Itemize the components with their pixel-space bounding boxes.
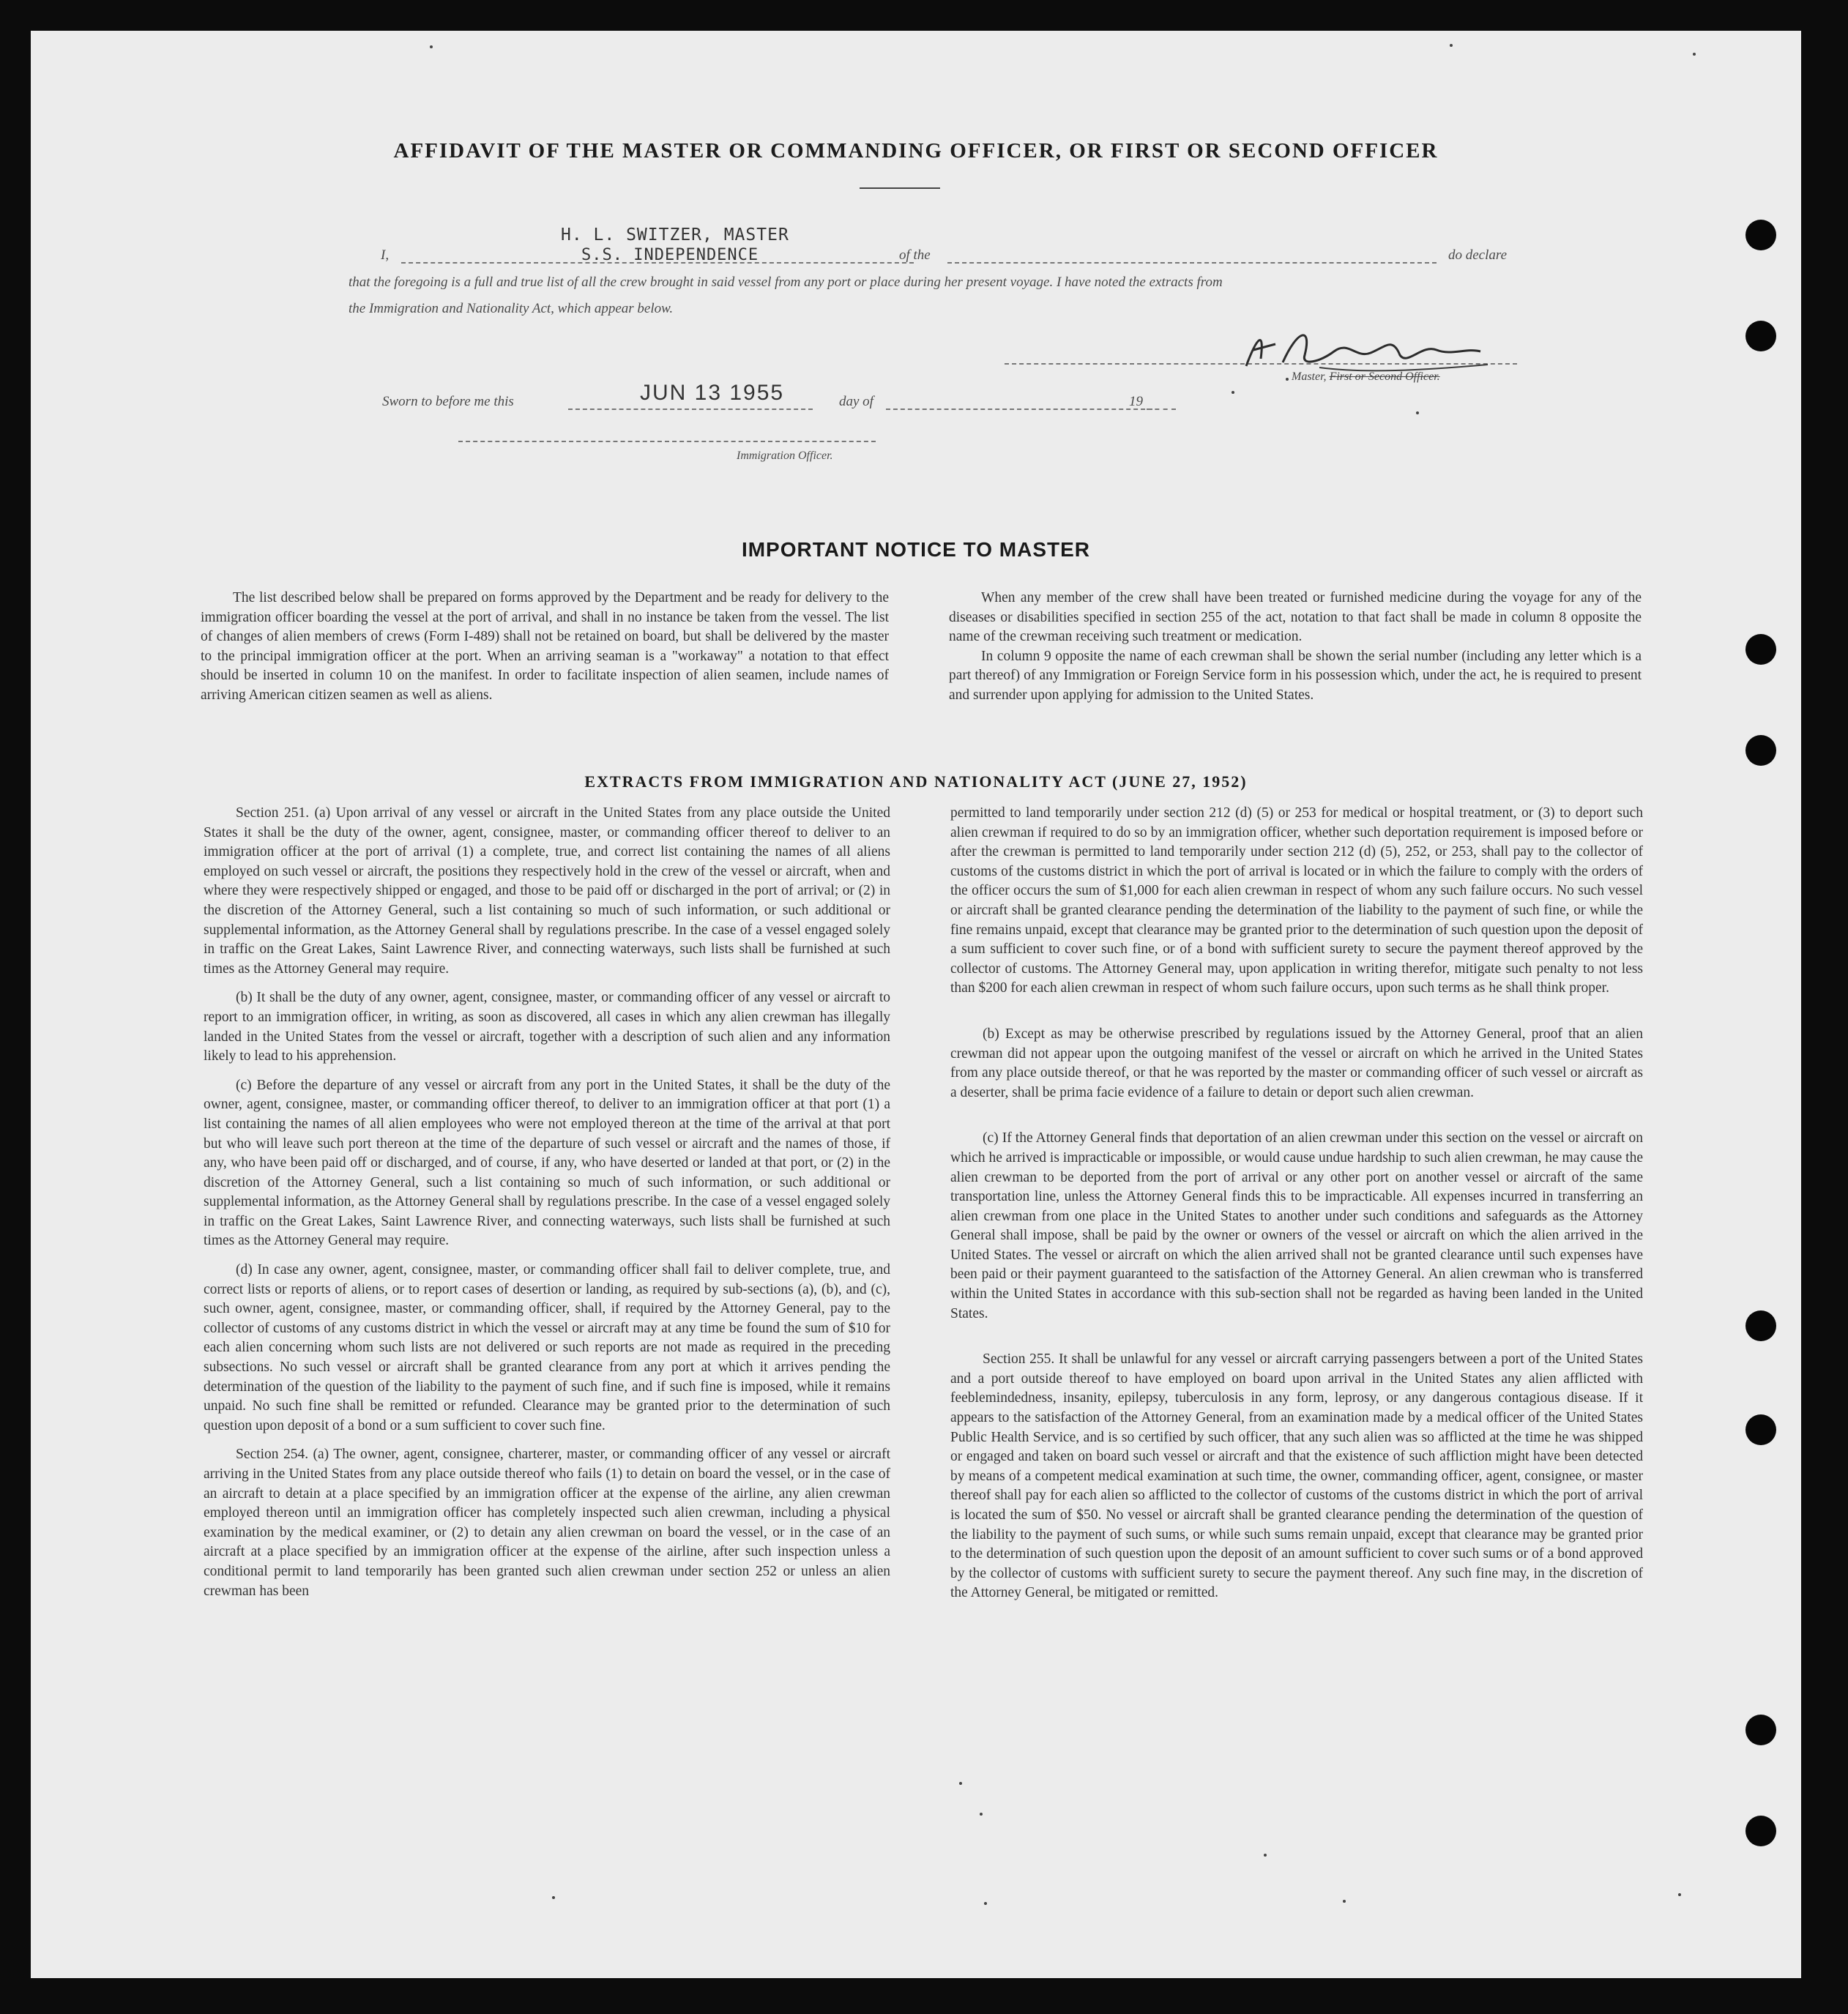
- section-251a: Section 251. (a) Upon arrival of any vessel or aircraft in the United States from any place outside the United States it shall be the duty of the owner, agent, consignee, master, or commanding officer thereof to deliver to an immigration officer at the port of arrival (1) a complete, true, and correct list containing the names of all aliens employed on such vessel or aircraft, the positions they respectively hold in the crew of the vessel or aircraft, when and where they were respectively shipped or engaged, and those to be paid off or discharged in the port of arrival; or (2) in the discretion of the Attorney General, such a list containing so much of such information, or such additional or supplemental information, as the Attorney General shall by regulations prescribe. In the case of a vessel engaged solely in traffic on the Great Lakes, Saint Lawrence River, and connecting waterways, such lists shall be furnished at such times as the Attorney General may require.: [204, 805, 890, 977]
- master-caption: Master,: [1292, 370, 1327, 383]
- section-251c: (c) Before the departure of any vessel or aircraft from any port in the United States, it shall be the duty of the owner, agent, consignee, master, or commanding officer thereof, to deliver to an immigration officer at that port (1) a list containing the names of all alien employees who were not employed thereon at the time of the arrival at that port but who will leave such port thereon at the time of the departure of such vessel or aircraft and the names of those, if any, who have been paid off or discharged, and of course, if any, who have deserted or landed at that port, or (2) in the discretion of the Attorney General, such a list containing so much of such information, or such additional or supplemental information, as the Attorney General shall by regulations prescribe. In the case of a vessel engaged solely in traffic on the Great Lakes, Saint Lawrence River, and connecting waterways, such lists shall be furnished at such times as the Attorney General may require.: [204, 1077, 890, 1249]
- notice-left-paragraph: The list described below shall be prepared on forms approved by the Department and be ready for delivery to the immigration officer boarding the vessel at the port of arrival, and shall in no instance be taken from the vessel. The list of changes of alien members of crews (Form I-489) shall not be retained on board, but shall be delivered by the master to the principal immigration officer at the port. When an arriving seaman is a "workaway" a notation to that effect should be inserted in column 10 on the manifest. In order to facilitate inspection of alien seamen, include names of arriving American citizen seamen as well as aliens.: [201, 590, 889, 703]
- affidavit-title: AFFIDAVIT OF THE MASTER OR COMMANDING OFFICER, OR FIRST OR SECOND OFFICER: [393, 139, 1439, 163]
- sworn-date-stamp: JUN 13 1955: [640, 381, 785, 405]
- punch-hole: [1745, 735, 1776, 766]
- typed-vessel-name: S.S. INDEPENDENCE: [581, 246, 759, 264]
- section-251b: (b) It shall be the duty of any owner, agent, consignee, master, or commanding officer of any vessel or aircraft to report to an immigration officer, in writing, as soon as discovered, all cases in which any alien crewman has illegally landed in the United States from the vessel or aircraft, together with a description of such alien and any information likely to lead to his apprehension.: [204, 990, 890, 1064]
- document-page: [31, 31, 1801, 1978]
- section-254c: (c) If the Attorney General finds that deportation of an alien crewman under this section on the vessel or aircraft on which he arrived is impracticable or impossible, or would cause undue hardship to such alien crewman, he may cause the alien crewman to be deported from the port of arrival or any other port on another vessel or aircraft of the same transportation line, unless the Attorney General finds this to be impracticable. All expenses incurred in transferring an alien crewman from one place in the United States to another under such conditions and safeguards as the Attorney General shall impose, shall be paid by the owner or owners of the vessel or aircraft on which the alien arrived in the United States. The vessel or aircraft on which the alien arrived shall not be granted clearance until such expenses have been paid or their payment guaranteed to the satisfaction of the Attorney General. An alien crewman who is transferred within the United States in accordance with this sub-section shall not be regarded as having been landed in the United States.: [950, 1130, 1643, 1321]
- notice-right-paragraph-1: When any member of the crew shall have been treated or furnished medicine during the voyage for any of the diseases or disabilities specified in section 255 of the act, notation to that fact shall be made in column 8 opposite the name of the crewman receiving such treatment or medication.: [949, 590, 1642, 645]
- scan-speck: [1232, 391, 1234, 394]
- year-line: [1147, 409, 1176, 410]
- scan-speck: [1286, 378, 1289, 381]
- sworn-label: Sworn to before me this: [382, 394, 514, 409]
- typed-master-name: H. L. SWITZER, MASTER: [561, 225, 789, 245]
- officer-signature-line: [458, 441, 876, 442]
- punch-hole: [1745, 1414, 1776, 1445]
- notice-right-paragraph-2: In column 9 opposite the name of each crewman shall be shown the serial number (including any letter which is a part thereof) of any Immigration or Foreign Service form in his possession which, under the act, he is required to present and surrender upon applying for admission to the United States.: [949, 648, 1642, 703]
- extracts-right-column: [950, 804, 1643, 1603]
- declaration-line-1: that the foregoing is a full and true list of all the crew brought in said vessel from any port or place during her present voyage. I have noted the extracts from: [349, 275, 1223, 290]
- scan-speck: [1693, 53, 1696, 56]
- section-251d: (d) In case any owner, agent, consignee, master, or commanding officer shall fail to deliver complete, true, and correct lists or reports of aliens, or to report cases of desertion or landing, as required by sub-sections (a), (b), and (c), such owner, agent, consignee, master, or commanding officer, shall, if required by the Attorney General, pay to the collector of customs of any customs district in which the vessel or aircraft may at any time be found the sum of $10 for each alien concerning whom such lists are not delivered or such reports are not made as required in the preceding subsections. No such vessel or aircraft shall be granted clearance from any port at which it arrives pending the determination of the question of the liability to the payment of such fine, and if such fine is imposed, while it remains unpaid. No such fine shall be remitted or refunded. Clearance may be granted prior to the determination of such question upon deposit of a bond or a sum sufficient to cover such fine.: [204, 1262, 890, 1433]
- scan-speck: [980, 1813, 983, 1816]
- scan-speck: [1678, 1893, 1681, 1896]
- punch-hole: [1745, 1310, 1776, 1341]
- scan-speck: [430, 45, 433, 48]
- section-255: Section 255. It shall be unlawful for any vessel or aircraft carrying passengers between a port of the United States and a port outside thereof to have employed on board upon arrival in the United States any alien afflicted with feeblemindedness, insanity, epilepsy, tuberculosis in any form, leprosy, or any dangerous contagious disease. If it appears to the satisfaction of the Attorney General, from an examination made by a medical officer of the United States Public Health Service, and is so certified by such officer, that any such alien was so afflicted at the time he was shipped or engaged and taken on board such vessel or aircraft and that the existence of such affliction might have been detected by means of a competent medical examination at such time, the owner, commanding officer, agent, consignee, or master thereof shall pay for each alien so afflicted to the collector of customs of the customs district in which the port of arrival is located the sum of $50. No vessel or aircraft shall be granted clearance pending the determination of the question of the liability to the payment of such sums, or while such sums remain unpaid, except that clearance may be granted prior to the determination of such question upon the deposit of an amount sufficient to cover such sums or of a bond approved by the collector of customs with sufficient surety to secure the payment thereof. Any such fine may, in the discretion of the Attorney General, be mitigated or remitted.: [950, 1351, 1643, 1601]
- scan-speck: [1264, 1854, 1267, 1857]
- notice-title: IMPORTANT NOTICE TO MASTER: [741, 538, 1091, 561]
- scan-speck: [1450, 44, 1453, 47]
- title-rule: [860, 187, 940, 189]
- punch-hole: [1745, 321, 1776, 351]
- struck-officer-caption: First or Second Officer.: [1329, 370, 1440, 383]
- notice-left-column: [201, 589, 889, 706]
- section-254b: (b) Except as may be otherwise prescribed by regulations issued by the Attorney General, proof that an alien crewman did not appear upon the outgoing manifest of the vessel or aircraft on which he arrived in the United States from any place outside thereof, or that he was reported by the master or commanding officer of such vessel or aircraft as a deserter, shall be prima facie evidence of a failure to detain or deport such alien crewman.: [950, 1026, 1643, 1100]
- of-the-label: of the: [899, 247, 931, 263]
- declaration-line-2: the Immigration and Nationality Act, which appear below.: [349, 301, 674, 316]
- month-line: [886, 409, 1152, 410]
- extracts-title: EXTRACTS FROM IMMIGRATION AND NATIONALITY ACT (JUNE 27, 1952): [584, 772, 1248, 791]
- day-of-label: day of: [839, 394, 873, 409]
- scan-speck: [984, 1902, 987, 1905]
- officer-caption: Immigration Officer.: [737, 450, 833, 462]
- do-declare-label: do declare: [1448, 247, 1508, 263]
- section-254a: Section 254. (a) The owner, agent, consignee, charterer, master, or commanding officer of any vessel or aircraft arriving in the United States from any place outside thereof who fails (1) to detain on board the vessel, or in the case of an aircraft to detain at a place specified by an immigration officer at the expense of the airline, any alien crewman employed thereon until an immigration officer has completely inspected such alien crewman, including a physical examination by the medical examiner, or (2) to detain any alien crewman on board the vessel, or in the case of an aircraft at a place specified by an immigration officer at the expense of the airline, after such inspection unless a conditional permit to land temporarily has been granted such alien crewman under section 252 or unless an alien crewman has been: [204, 1447, 890, 1599]
- i-label: I,: [381, 247, 390, 263]
- extracts-left-column: [204, 804, 890, 1601]
- year-prefix: 19: [1129, 394, 1143, 409]
- scan-speck: [1343, 1900, 1346, 1903]
- notice-right-column: [949, 589, 1642, 706]
- punch-hole: [1745, 634, 1776, 665]
- punch-hole: [1745, 220, 1776, 250]
- section-254a-continued: permitted to land temporarily under section 212 (d) (5) or 253 for medical or hospital treatment, or (3) to deport such alien crewman if required to do so by an immigration officer, whether such deportation requirement is imposed before or after the crewman is permitted to land temporarily under section 212 (d) (5), 252, or 253, shall pay to the collector of customs of the customs district in which the port of arrival is located or in which the failure to comply with the orders of the officer occurs the sum of $1,000 for each alien crewman in respect of whom any such failure occurs. No such vessel or aircraft shall be granted clearance pending the determination of the liability to the payment of such fine, or while the fine remains unpaid, except that clearance may be granted prior to the determination of such question upon the deposit of a sum sufficient to cover such fine, or of a bond with sufficient surety to secure the payment thereof approved by the collector of customs. The Attorney General may, upon application in writing therefor, mitigate such penalty to not less than $200 for each alien crewman in respect of whom such failure occurs, upon such terms as he shall think proper.: [950, 805, 1643, 996]
- scan-speck: [552, 1896, 555, 1899]
- sworn-date-line: [568, 409, 813, 410]
- scan-speck: [959, 1782, 962, 1785]
- punch-hole: [1745, 1715, 1776, 1745]
- scan-speck: [1416, 411, 1419, 414]
- vessel-line: [947, 262, 1437, 264]
- punch-hole: [1745, 1816, 1776, 1846]
